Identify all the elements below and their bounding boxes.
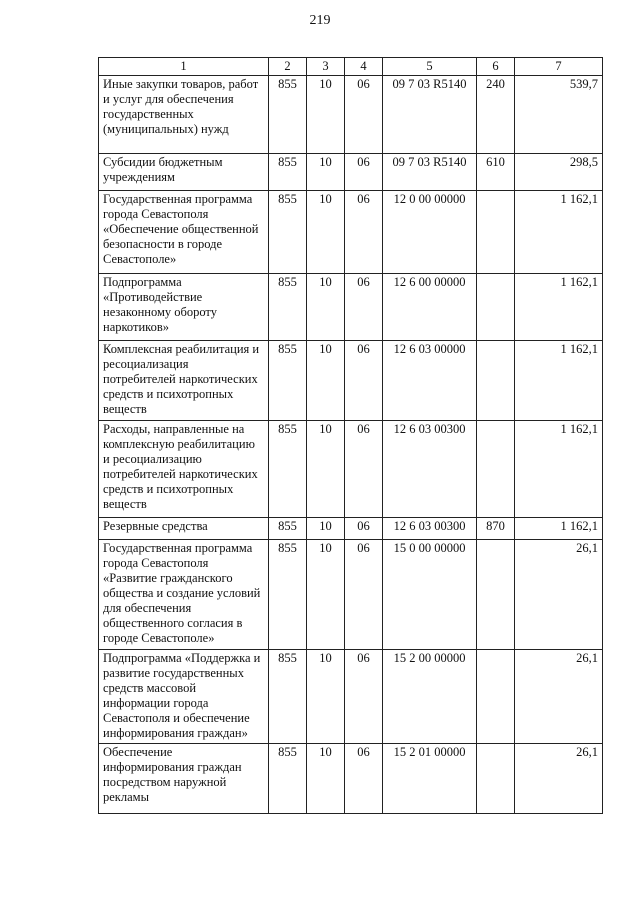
row-vr <box>477 274 515 341</box>
row-razdel: 10 <box>307 744 345 814</box>
column-header: 4 <box>345 58 383 76</box>
row-podrazdel: 06 <box>345 421 383 518</box>
row-csr: 09 7 03 R5140 <box>383 154 477 191</box>
budget-table <box>98 57 603 814</box>
row-sum: 1 162,1 <box>515 191 603 274</box>
row-glava: 855 <box>269 274 307 341</box>
row-podrazdel: 06 <box>345 650 383 744</box>
row-glava: 855 <box>269 341 307 421</box>
table-row <box>99 76 603 154</box>
row-vr: 610 <box>477 154 515 191</box>
row-name: Субсидии бюджетным учреждениям <box>99 154 269 191</box>
row-glava: 855 <box>269 421 307 518</box>
row-sum: 1 162,1 <box>515 341 603 421</box>
row-vr: 870 <box>477 518 515 540</box>
row-podrazdel: 06 <box>345 154 383 191</box>
row-sum: 26,1 <box>515 650 603 744</box>
row-glava: 855 <box>269 154 307 191</box>
row-sum: 298,5 <box>515 154 603 191</box>
row-vr <box>477 650 515 744</box>
table-row <box>99 191 603 274</box>
row-vr <box>477 421 515 518</box>
row-csr: 15 2 00 00000 <box>383 650 477 744</box>
row-glava: 855 <box>269 650 307 744</box>
row-csr: 12 6 03 00300 <box>383 518 477 540</box>
column-header: 1 <box>99 58 269 76</box>
row-csr: 12 6 03 00300 <box>383 421 477 518</box>
row-podrazdel: 06 <box>345 274 383 341</box>
row-razdel: 10 <box>307 274 345 341</box>
row-vr <box>477 341 515 421</box>
column-header: 5 <box>383 58 477 76</box>
row-sum: 1 162,1 <box>515 518 603 540</box>
table-row <box>99 274 603 341</box>
row-csr: 12 6 03 00000 <box>383 341 477 421</box>
page-number: 219 <box>309 13 331 28</box>
column-header: 7 <box>515 58 603 76</box>
row-podrazdel: 06 <box>345 76 383 154</box>
row-sum: 26,1 <box>515 540 603 650</box>
row-glava: 855 <box>269 540 307 650</box>
row-csr: 15 2 01 00000 <box>383 744 477 814</box>
table-row <box>99 744 603 814</box>
row-name: Государственная программа города Севастополя «Развитие гражданского общества и создание условий для обеспечения общественного согласия в городе Севастополе» <box>99 540 269 650</box>
row-razdel: 10 <box>307 540 345 650</box>
row-sum: 1 162,1 <box>515 421 603 518</box>
row-sum: 1 162,1 <box>515 274 603 341</box>
row-name: Иные закупки товаров, работ и услуг для обеспечения государственных (муниципальных) нужд <box>99 76 269 154</box>
row-razdel: 10 <box>307 76 345 154</box>
row-vr <box>477 744 515 814</box>
row-sum: 539,7 <box>515 76 603 154</box>
row-razdel: 10 <box>307 341 345 421</box>
table-row <box>99 518 603 540</box>
table-row <box>99 540 603 650</box>
row-podrazdel: 06 <box>345 540 383 650</box>
table-row <box>99 341 603 421</box>
row-name: Резервные средства <box>99 518 269 540</box>
table-row <box>99 154 603 191</box>
row-sum: 26,1 <box>515 744 603 814</box>
row-csr: 12 0 00 00000 <box>383 191 477 274</box>
row-name: Подпрограмма «Поддержка и развитие государственных средств массовой информации города Севастополя и обеспечение информирования граждан» <box>99 650 269 744</box>
row-csr: 12 6 00 00000 <box>383 274 477 341</box>
row-name: Расходы, направленные на комплексную реабилитацию и ресоциализацию потребителей наркотических средств и психотропных веществ <box>99 421 269 518</box>
row-glava: 855 <box>269 518 307 540</box>
row-vr: 240 <box>477 76 515 154</box>
row-csr: 09 7 03 R5140 <box>383 76 477 154</box>
row-podrazdel: 06 <box>345 518 383 540</box>
row-glava: 855 <box>269 744 307 814</box>
row-vr <box>477 540 515 650</box>
table-row <box>99 421 603 518</box>
row-csr: 15 0 00 00000 <box>383 540 477 650</box>
column-header: 2 <box>269 58 307 76</box>
row-podrazdel: 06 <box>345 191 383 274</box>
table-header-row <box>99 58 603 76</box>
table-row <box>99 650 603 744</box>
row-razdel: 10 <box>307 154 345 191</box>
row-podrazdel: 06 <box>345 341 383 421</box>
row-name: Комплексная реабилитация и ресоциализация потребителей наркотических средств и психотропных веществ <box>99 341 269 421</box>
row-glava: 855 <box>269 76 307 154</box>
row-razdel: 10 <box>307 518 345 540</box>
row-name: Подпрограмма «Противодействие незаконному обороту наркотиков» <box>99 274 269 341</box>
row-name: Обеспечение информирования граждан посредством наружной рекламы <box>99 744 269 814</box>
row-razdel: 10 <box>307 650 345 744</box>
column-header: 3 <box>307 58 345 76</box>
row-glava: 855 <box>269 191 307 274</box>
column-header: 6 <box>477 58 515 76</box>
row-podrazdel: 06 <box>345 744 383 814</box>
row-razdel: 10 <box>307 191 345 274</box>
row-vr <box>477 191 515 274</box>
row-name: Государственная программа города Севастополя «Обеспечение общественной безопасности в городе Севастополе» <box>99 191 269 274</box>
row-razdel: 10 <box>307 421 345 518</box>
